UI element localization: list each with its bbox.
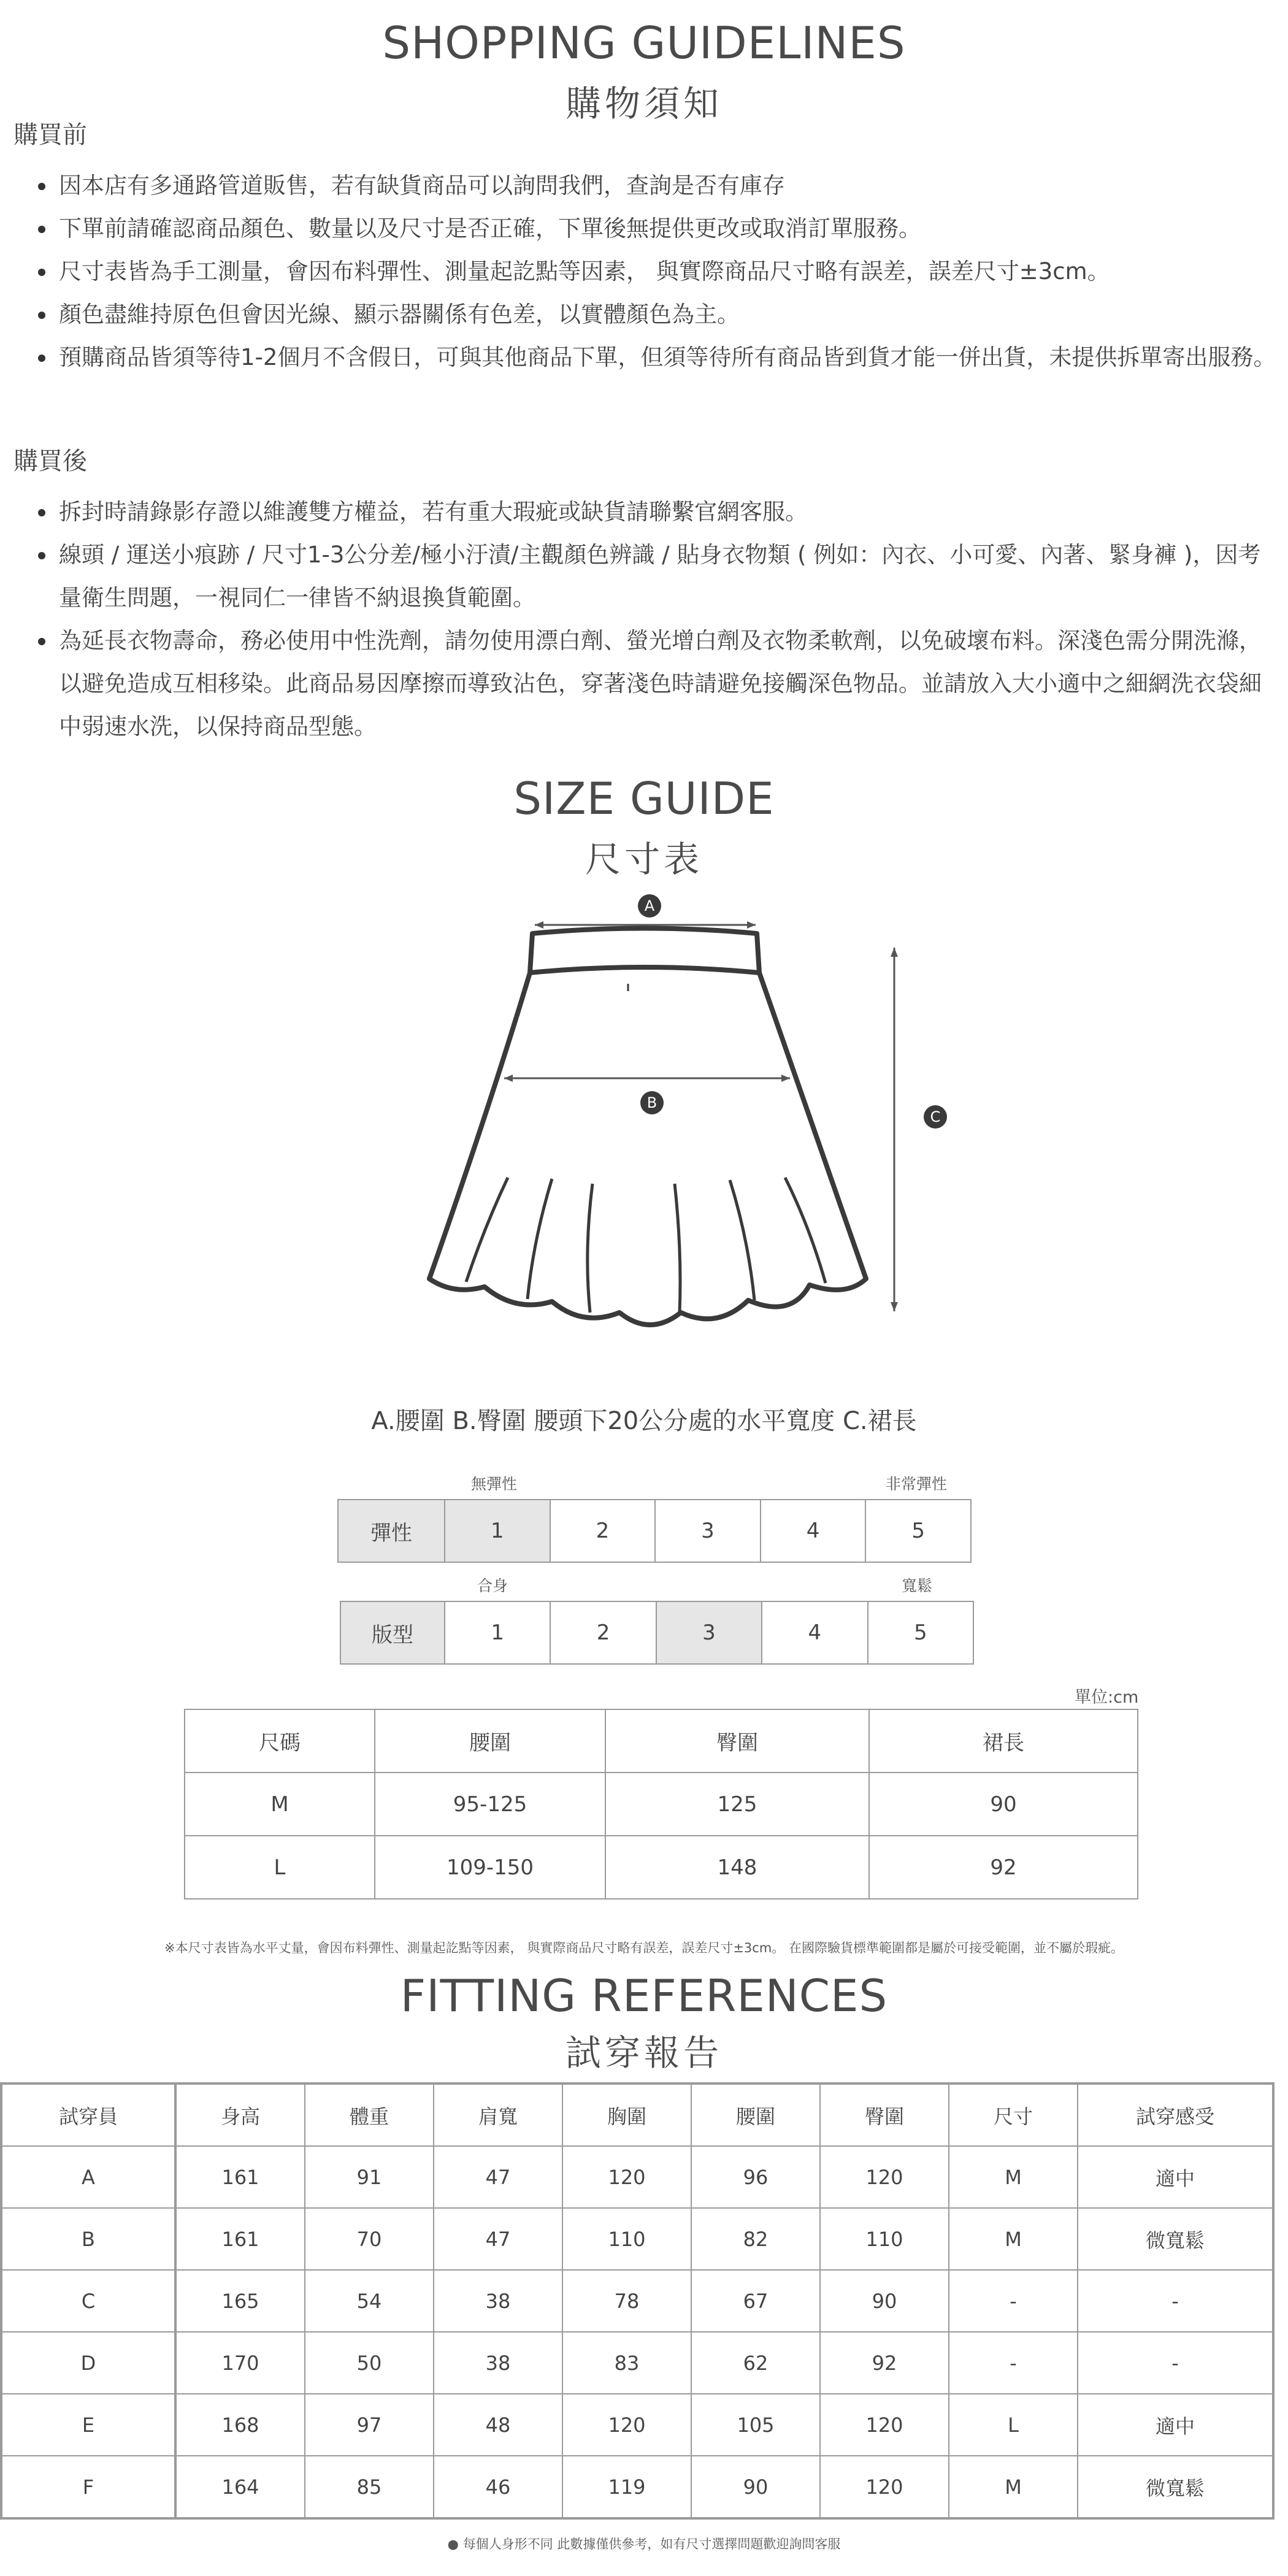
table-header-row [1,2083,1273,2146]
table-cell: 120 [820,2456,949,2518]
table-cell: 110 [562,2208,691,2270]
table-cell: 83 [562,2332,691,2394]
table-cell: M [949,2208,1078,2270]
size-guide-title-en: SIZE GUIDE [513,773,775,824]
table-cell: 110 [820,2208,949,2270]
table-cell: 120 [820,2394,949,2456]
elasticity-option-2: 2 [550,1500,656,1562]
size-guide-title-zh: 尺寸表 [585,838,703,880]
marker-c: C [924,1105,947,1129]
table-cell: 適中 [1078,2394,1273,2456]
table-cell: 95-125 [375,1773,605,1836]
table-cell: 46 [434,2456,562,2518]
table-cell: 164 [175,2456,305,2518]
table-cell: 90 [691,2456,820,2518]
fit-high-label: 寬鬆 [902,1577,933,1595]
fit-option-3: 3 [656,1601,762,1664]
list-item: 拆封時請錄影存證以維護雙方權益，若有重大瑕疵或缺貨請聯繫官網客服。 [37,491,1282,534]
fitting-title-en: FITTING REFERENCES [400,1970,888,2022]
table-cell: 47 [434,2146,562,2208]
table-row [185,1836,1138,1899]
table-cell: 92 [869,1836,1138,1899]
unit-label: 單位:cm [1075,1688,1139,1707]
list-item: 為延長衣物壽命，務必使用中性洗劑，請勿使用漂白劑、螢光增白劑及衣物柔軟劑，以免破壞布料。深淺色需分開洗滌，以避免造成互相移染。此商品易因摩擦而導致沾色，穿著淺色時請避免接觸深色物品。並請放入大小適中之細網洗衣袋細中弱速水洗，以保持商品型態。 [37,619,1282,748]
table-cell: 109-150 [375,1836,605,1899]
header-cell: 試穿員 [1,2083,175,2146]
marker-a: A [638,894,661,918]
list-item: 預購商品皆須等待1-2個月不含假日，可與其他商品下單，但須等待所有商品皆到貨才能一併出貨，未提供拆單寄出服務。 [37,336,1282,379]
fitting-title-zh: 試穿報告 [565,2032,723,2074]
header-cell: 肩寬 [434,2083,562,2146]
header-cell: 臀圍 [820,2083,949,2146]
table-cell: 161 [175,2208,305,2270]
table-row [1,2270,1273,2332]
elasticity-option-3: 3 [655,1500,761,1562]
table-row [1,2456,1273,2518]
elasticity-option-5: 5 [865,1500,971,1562]
fitting-table [0,2082,1275,2520]
elasticity-scale [337,1499,972,1563]
after-purchase-label: 購買後 [13,447,87,475]
table-cell: 119 [562,2456,691,2518]
table-cell: 90 [869,1773,1138,1836]
table-cell: 148 [605,1836,869,1899]
table-cell: 微寬鬆 [1078,2456,1273,2518]
table-cell: - [949,2332,1078,2394]
table-cell: 92 [820,2332,949,2394]
table-cell: 120 [562,2146,691,2208]
table-row [1,2146,1273,2208]
size-guide-caption: A.腰圍 B.臀圍 腰頭下20公分處的水平寬度 C.裙長 [371,1407,917,1435]
table-cell: 適中 [1078,2146,1273,2208]
table-cell: 97 [305,2394,434,2456]
header-cell: 腰圍 [375,1709,605,1773]
table-cell: M [185,1773,375,1836]
table-cell: 168 [175,2394,305,2456]
marker-b: B [640,1091,664,1114]
elasticity-option-1: 1 [445,1500,550,1562]
list-item: 下單前請確認商品顏色、數量以及尺寸是否正確，下單後無提供更改或取消訂單服務。 [37,207,1282,250]
table-cell: A [1,2146,175,2208]
fitting-footnote: ● 每個人身形不同 此數據僅供參考，如有尺寸選擇問題歡迎詢問客服 [447,2537,841,2551]
table-cell: 38 [434,2270,562,2332]
fit-option-2: 2 [550,1601,656,1664]
table-cell: - [949,2270,1078,2332]
table-cell: 96 [691,2146,820,2208]
table-cell: 微寬鬆 [1078,2208,1273,2270]
table-cell: 54 [305,2270,434,2332]
table-cell: B [1,2208,175,2270]
elasticity-option-4: 4 [761,1500,866,1562]
header-cell: 尺寸 [949,2083,1078,2146]
list-item: 因本店有多通路管道販售，若有缺貨商品可以詢問我們，查詢是否有庫存 [37,164,1282,207]
header-cell: 臀圍 [605,1709,869,1773]
list-item: 尺寸表皆為手工測量，會因布料彈性、測量起訖點等因素， 與實際商品尺寸略有誤差，誤差尺寸±3cm。 [37,250,1282,293]
table-cell: 50 [305,2332,434,2394]
table-row [1,2208,1273,2270]
table-cell: C [1,2270,175,2332]
table-cell: 38 [434,2332,562,2394]
table-cell: 105 [691,2394,820,2456]
fit-low-label: 合身 [477,1577,508,1595]
table-cell: 67 [691,2270,820,2332]
table-cell: 70 [305,2208,434,2270]
header-cell: 腰圍 [691,2083,820,2146]
table-cell: 170 [175,2332,305,2394]
table-cell: 125 [605,1773,869,1836]
table-cell: 161 [175,2146,305,2208]
fit-scale [340,1601,974,1665]
table-row [1,2332,1273,2394]
header-cell: 裙長 [869,1709,1138,1773]
elasticity-high-label: 非常彈性 [886,1475,948,1493]
table-cell: 78 [562,2270,691,2332]
list-item: 線頭 / 運送小痕跡 / 尺寸1-3公分差/極小汙漬/主觀顏色辨識 / 貼身衣物類 ( 例如：內衣、小可愛、內著、緊身褲 )，因考量衛生問題，一視同仁一律皆不納退換貨範圍。 [37,534,1282,619]
table-cell: M [949,2146,1078,2208]
table-header-row [185,1709,1138,1773]
table-cell: L [185,1836,375,1899]
table-row [1,2394,1273,2456]
fit-option-4: 4 [762,1601,867,1664]
table-cell: M [949,2456,1078,2518]
table-cell: D [1,2332,175,2394]
elasticity-head: 彈性 [338,1500,445,1562]
size-note: ※本尺寸表皆為水平丈量，會因布料彈性、測量起訖點等因素， 與實際商品尺寸略有誤差，誤差尺寸±3cm。 在國際驗貨標準範圍都是屬於可接受範圍，並不屬於瑕疵。 [164,1941,1124,1955]
table-cell: L [949,2394,1078,2456]
shopping-title-zh: 購物須知 [565,83,723,125]
table-cell: 91 [305,2146,434,2208]
table-cell: - [1078,2270,1273,2332]
table-cell: 165 [175,2270,305,2332]
header-cell: 試穿感受 [1078,2083,1273,2146]
header-cell: 身高 [175,2083,305,2146]
table-cell: 120 [820,2146,949,2208]
table-cell: E [1,2394,175,2456]
fit-option-5: 5 [868,1601,973,1664]
header-cell: 胸圍 [562,2083,691,2146]
table-cell: 120 [562,2394,691,2456]
table-row [185,1773,1138,1836]
table-cell: 48 [434,2394,562,2456]
table-cell: 62 [691,2332,820,2394]
table-cell: 85 [305,2456,434,2518]
fit-option-1: 1 [445,1601,550,1664]
elasticity-low-label: 無彈性 [471,1475,518,1493]
table-cell: 82 [691,2208,820,2270]
header-cell: 尺碼 [185,1709,375,1773]
list-item: 顏色盡維持原色但會因光線、顯示器關係有色差，以實體顏色為主。 [37,293,1282,336]
table-cell: 90 [820,2270,949,2332]
size-table [184,1709,1138,1899]
table-cell: 47 [434,2208,562,2270]
before-purchase-label: 購買前 [13,121,87,149]
table-cell: F [1,2456,175,2518]
table-cell: - [1078,2332,1273,2394]
header-cell: 體重 [305,2083,434,2146]
fit-head: 版型 [340,1601,445,1664]
shopping-title-en: SHOPPING GUIDELINES [382,17,906,69]
